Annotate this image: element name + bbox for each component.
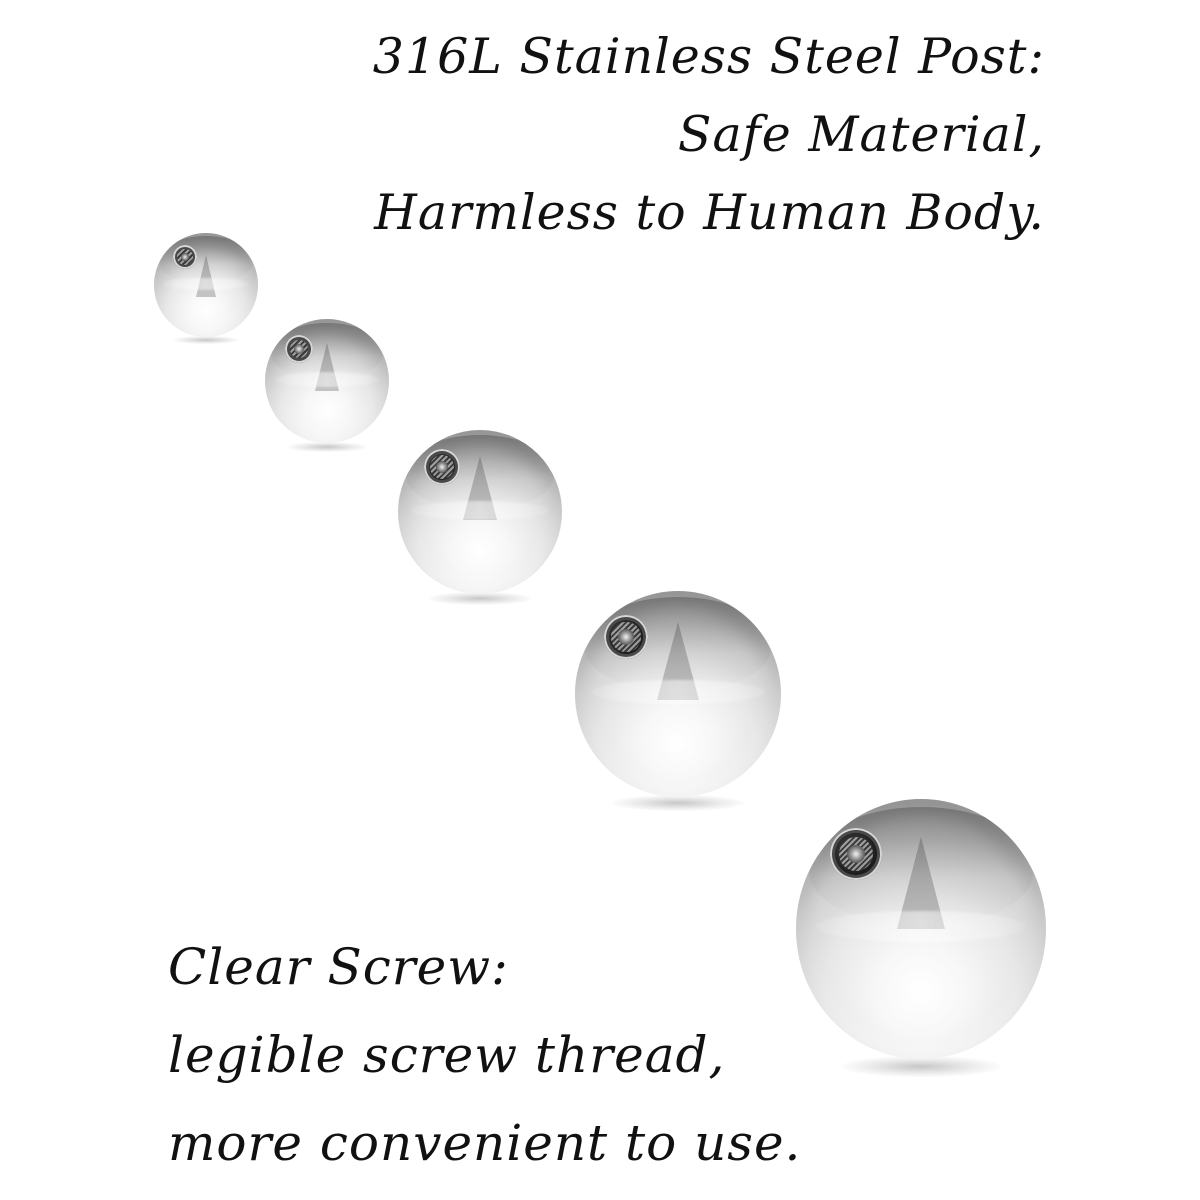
ball-shadow — [173, 336, 240, 344]
threaded-steel-ball-icon — [575, 591, 781, 797]
steel-ball-3 — [398, 430, 562, 594]
screw-thread-hole-icon — [424, 449, 460, 485]
screw-thread-hole-icon — [604, 615, 648, 659]
reflection-cone — [196, 255, 216, 297]
screw-thread-hole-icon — [830, 828, 882, 880]
screw-thread-hole-icon — [285, 335, 313, 363]
threaded-steel-ball-icon — [398, 430, 562, 594]
reflection-cone — [897, 837, 945, 929]
ball-shadow — [287, 442, 366, 452]
reflection-cone — [657, 622, 699, 700]
steel-ball-2 — [265, 319, 389, 443]
threaded-steel-ball-icon — [154, 233, 258, 337]
footer-line-2: legible screw thread, — [168, 1026, 726, 1084]
threaded-steel-ball-icon — [265, 319, 389, 443]
steel-ball-4 — [575, 591, 781, 797]
footer-line-3: more convenient to use. — [168, 1114, 802, 1172]
reflection-cone — [315, 343, 339, 391]
headline-line-2: Safe Material, — [677, 106, 1045, 163]
headline-line-3: Harmless to Human Body. — [374, 184, 1045, 241]
ball-shadow — [428, 592, 533, 605]
footer-line-1: Clear Screw: — [168, 938, 509, 996]
headline-text — [165, 18, 1045, 252]
screw-thread-hole-icon — [173, 245, 197, 269]
ball-shadow — [612, 795, 744, 811]
feature-description — [168, 923, 928, 1187]
steel-ball-1 — [154, 233, 258, 337]
reflection-cone — [463, 456, 497, 520]
headline-line-1: 316L Stainless Steel Post: — [372, 28, 1045, 85]
